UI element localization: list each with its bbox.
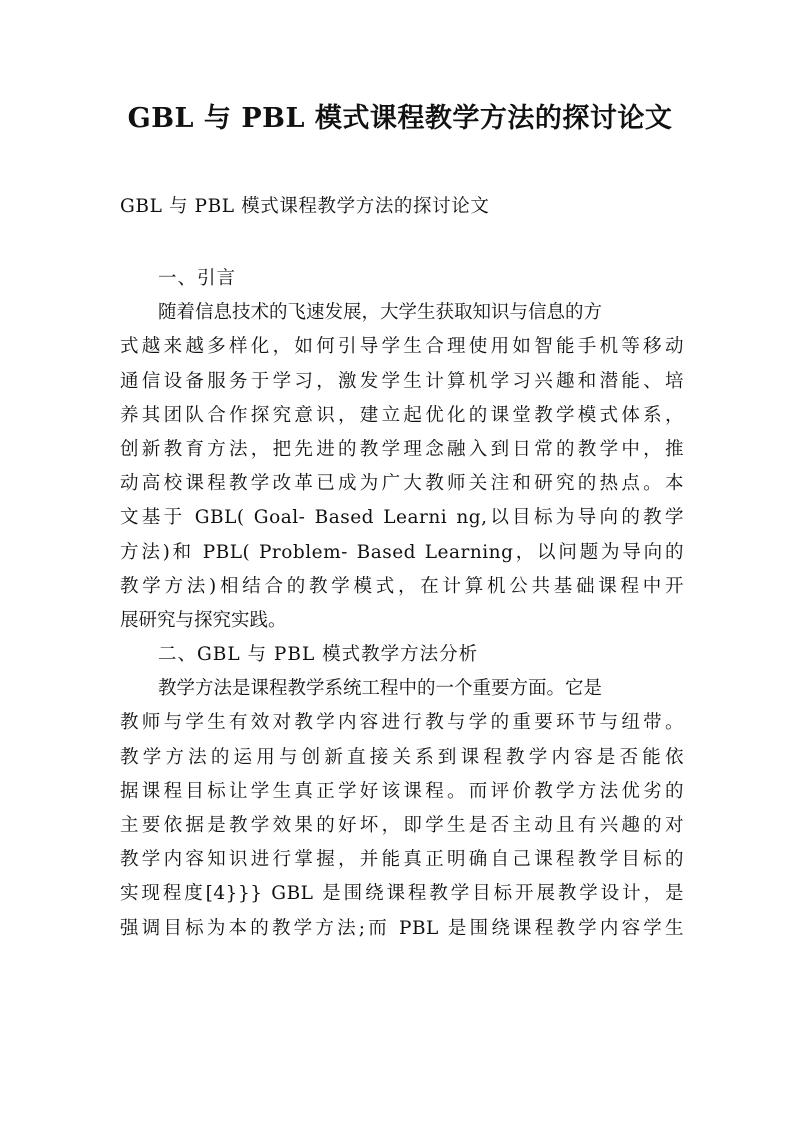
document-body bbox=[120, 262, 684, 946]
paragraph-line: 强调目标为本的教学方法;而 PBL 是围绕课程教学内容学生 bbox=[120, 917, 684, 939]
paragraph-line: 教学方法)相结合的教学模式，在计算机公共基础课程中开 bbox=[120, 575, 684, 597]
paragraph-line: 通信设备服务于学习，激发学生计算机学习兴趣和潜能、培 bbox=[120, 370, 684, 392]
paragraph-line: 教学方法是课程教学系统工程中的一个重要方面。它是 bbox=[158, 678, 603, 700]
paragraph-line: 教学方法的运用与创新直接关系到课程教学内容是否能依 bbox=[120, 746, 684, 768]
document-title: GBL 与 PBL 模式课程教学方法的探讨论文 bbox=[127, 103, 673, 134]
paragraph-line: 养其团队合作探究意识，建立起优化的课堂教学模式体系， bbox=[120, 404, 684, 426]
paragraph-line: 方法)和 PBL( Problem- Based Learning，以问题为导向的 bbox=[120, 541, 684, 563]
paragraph-line: 据课程目标让学生真正学好该课程。而评价教学方法优劣的 bbox=[120, 780, 684, 802]
section-heading-introduction: 一、引言 bbox=[158, 268, 237, 289]
document-subtitle: GBL 与 PBL 模式课程教学方法的探讨论文 bbox=[120, 196, 490, 217]
section-heading-analysis: 二、GBL 与 PBL 模式教学方法分析 bbox=[158, 644, 479, 666]
paragraph-line: 主要依据是教学效果的好坏，即学生是否主动且有兴趣的对 bbox=[120, 815, 684, 836]
paragraph-line: 实现程度[4}}} GBL 是围绕课程教学目标开展教学设计，是 bbox=[120, 883, 684, 905]
paragraph-line: 教学内容知识进行掌握，并能真正明确自己课程教学目标的 bbox=[120, 849, 684, 871]
paragraph-line: 式越来越多样化，如何引导学生合理使用如智能手机等移动 bbox=[120, 336, 684, 358]
paragraph-line: 文基于 GBL( Goal- Based Learni ng,以目标为导向的教学 bbox=[120, 507, 684, 529]
paragraph-line: 展研究与探究实践。 bbox=[120, 609, 287, 631]
paragraph-line: 教师与学生有效对教学内容进行教与学的重要环节与纽带。 bbox=[120, 712, 684, 734]
paragraph-line: 创新教育方法，把先进的教学理念融入到日常的教学中，推 bbox=[120, 438, 684, 460]
paragraph-line: 动高校课程教学改革已成为广大教师关注和研究的热点。本 bbox=[120, 473, 684, 495]
paragraph-line: 随着信息技术的飞速发展，大学生获取知识与信息的方 bbox=[158, 302, 603, 324]
